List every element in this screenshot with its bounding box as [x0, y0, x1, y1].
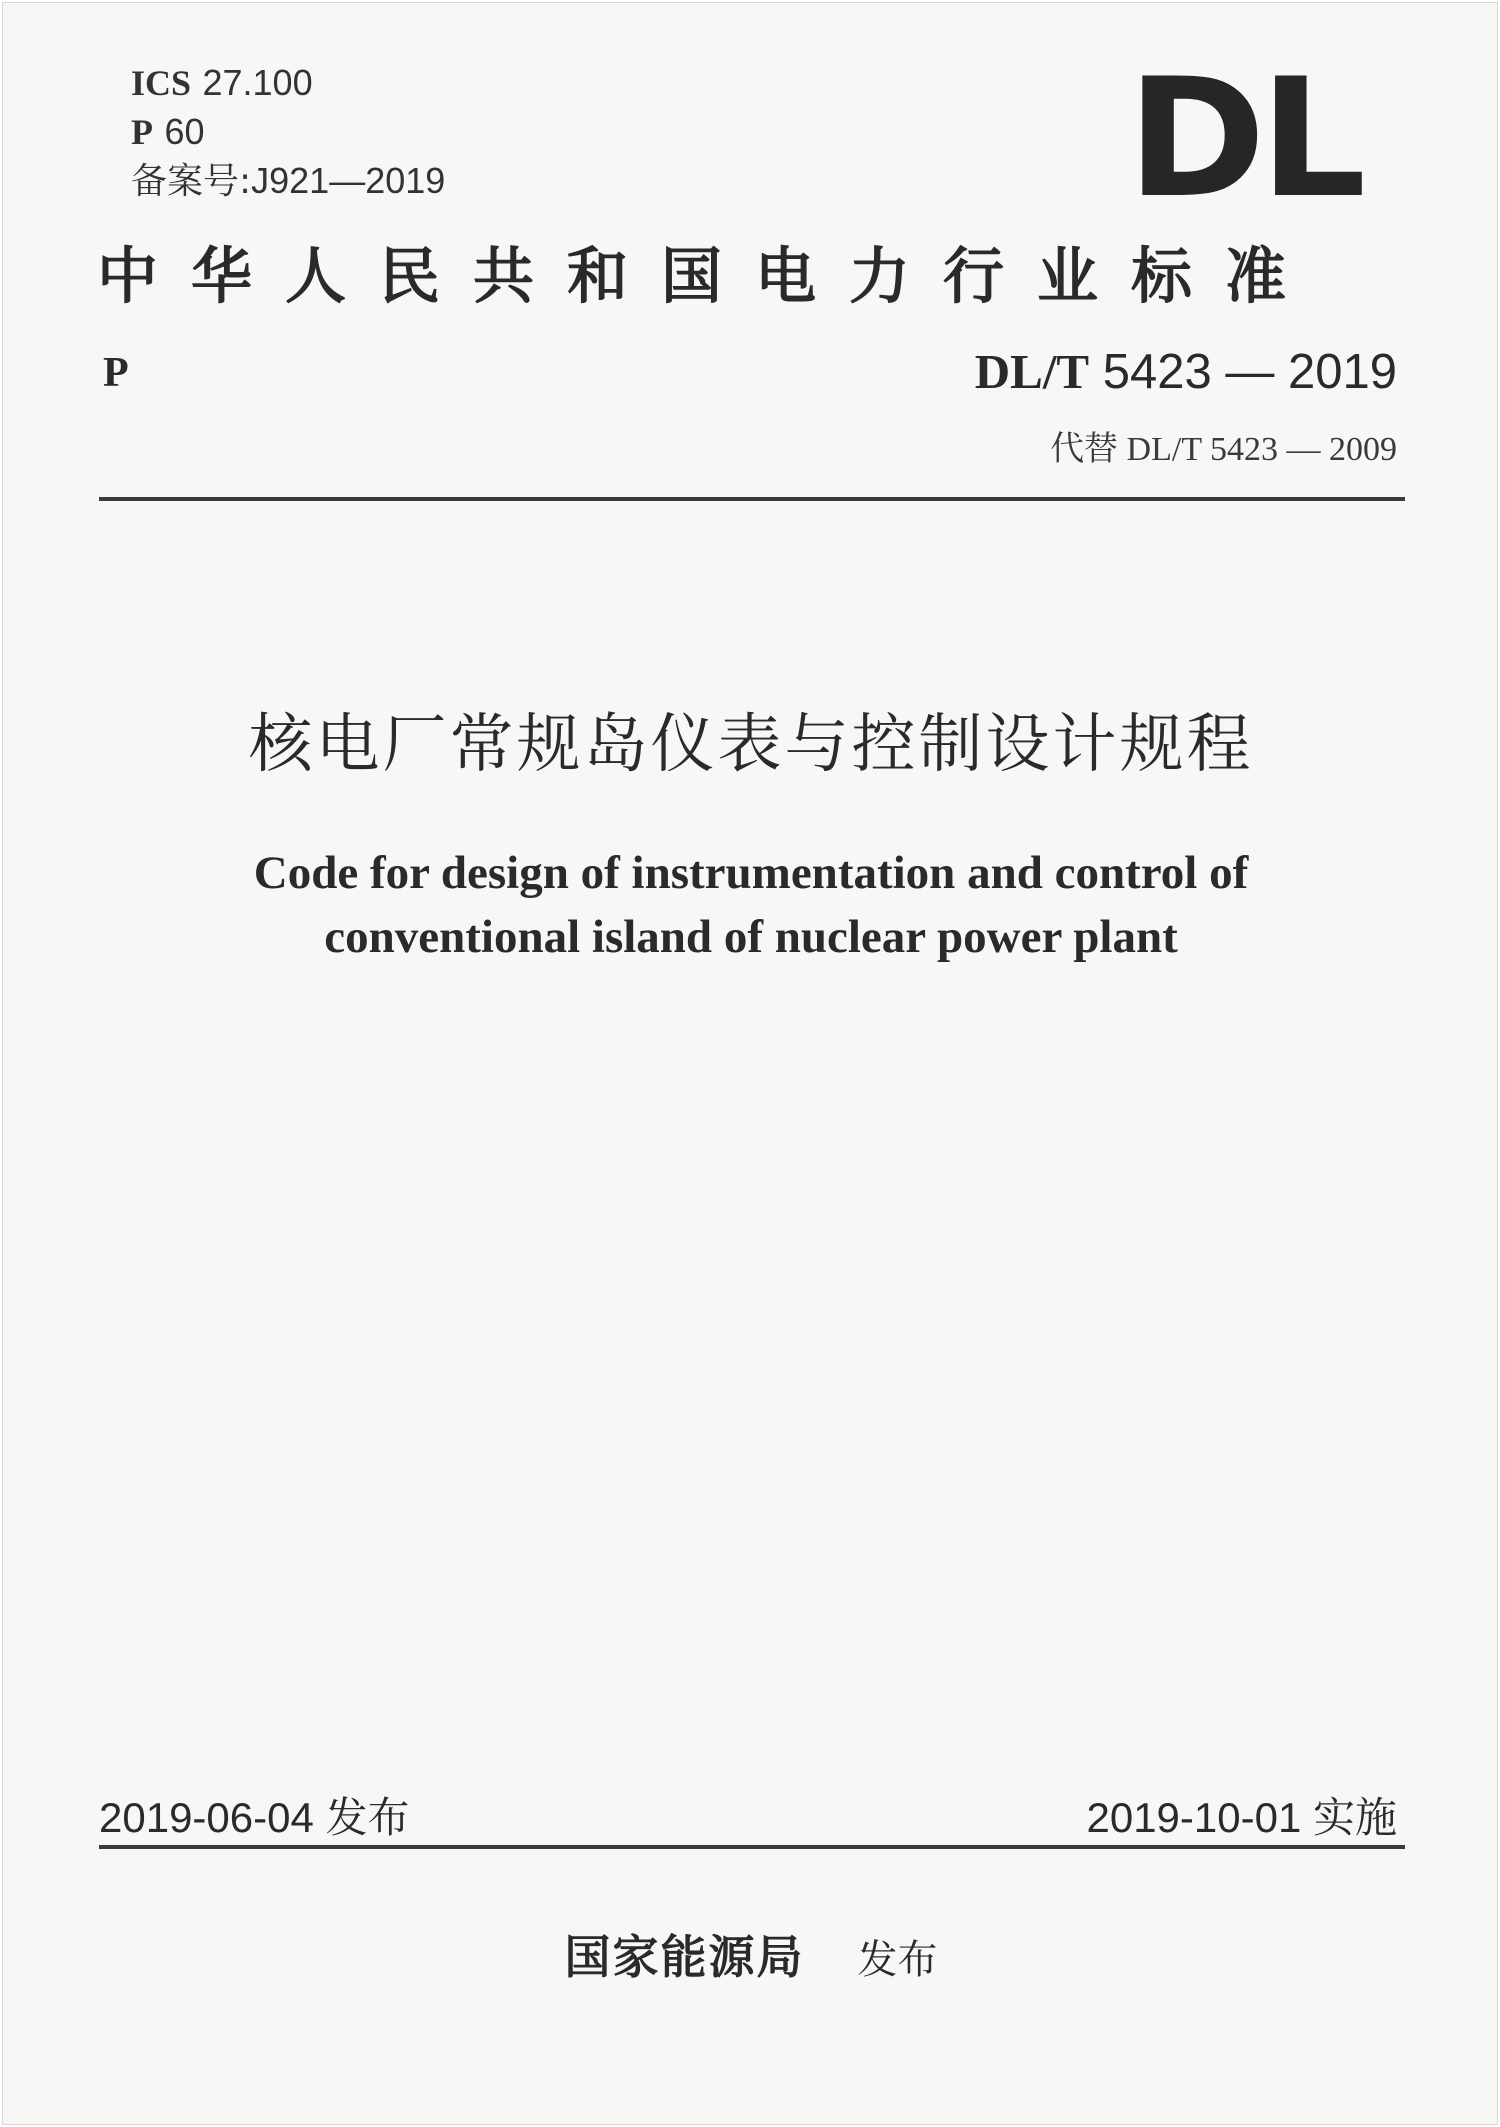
- issuer-line: [3, 1921, 1499, 1987]
- chinese-title: 核电厂常规岛仪表与控制设计规程: [248, 708, 1254, 782]
- dl-logo: DL: [1127, 43, 1361, 234]
- ics-value: 27.100: [202, 62, 313, 103]
- ccs-line: [131, 108, 445, 157]
- issuer-action: 发布: [857, 1937, 938, 1983]
- category-code: P: [103, 350, 129, 396]
- standard-cover-page: [2, 2, 1498, 2125]
- filing-line: [131, 157, 445, 206]
- standard-number: [975, 343, 1397, 400]
- english-title: [3, 841, 1499, 969]
- classification-block: [131, 59, 445, 206]
- ics-line: [131, 59, 445, 108]
- effective-date: 2019-10-01 实施: [1086, 1794, 1397, 1841]
- filing-label: 备案号:: [131, 161, 252, 202]
- issue-date: 2019-06-04 发布: [99, 1794, 410, 1841]
- top-divider: [99, 497, 1405, 501]
- english-title-line-2: conventional island of nuclear power plant: [324, 911, 1178, 963]
- ics-label: ICS: [131, 63, 192, 103]
- standard-code: 5423 — 2019: [1102, 345, 1397, 399]
- ccs-label: P: [131, 112, 153, 152]
- english-title-line-1: Code for design of instrumentation and control of: [253, 847, 1249, 899]
- ccs-value: 60: [164, 111, 205, 152]
- replaces-standard: 代替 DL/T 5423 — 2009: [1050, 431, 1397, 468]
- standard-prefix: DL/T: [974, 344, 1090, 399]
- bottom-divider: [99, 1845, 1405, 1849]
- issuer-name: 国家能源局: [564, 1930, 805, 1984]
- filing-value: J921—2019: [251, 160, 446, 201]
- organization-title: 中华人民共和国电力行业标准: [97, 241, 1320, 312]
